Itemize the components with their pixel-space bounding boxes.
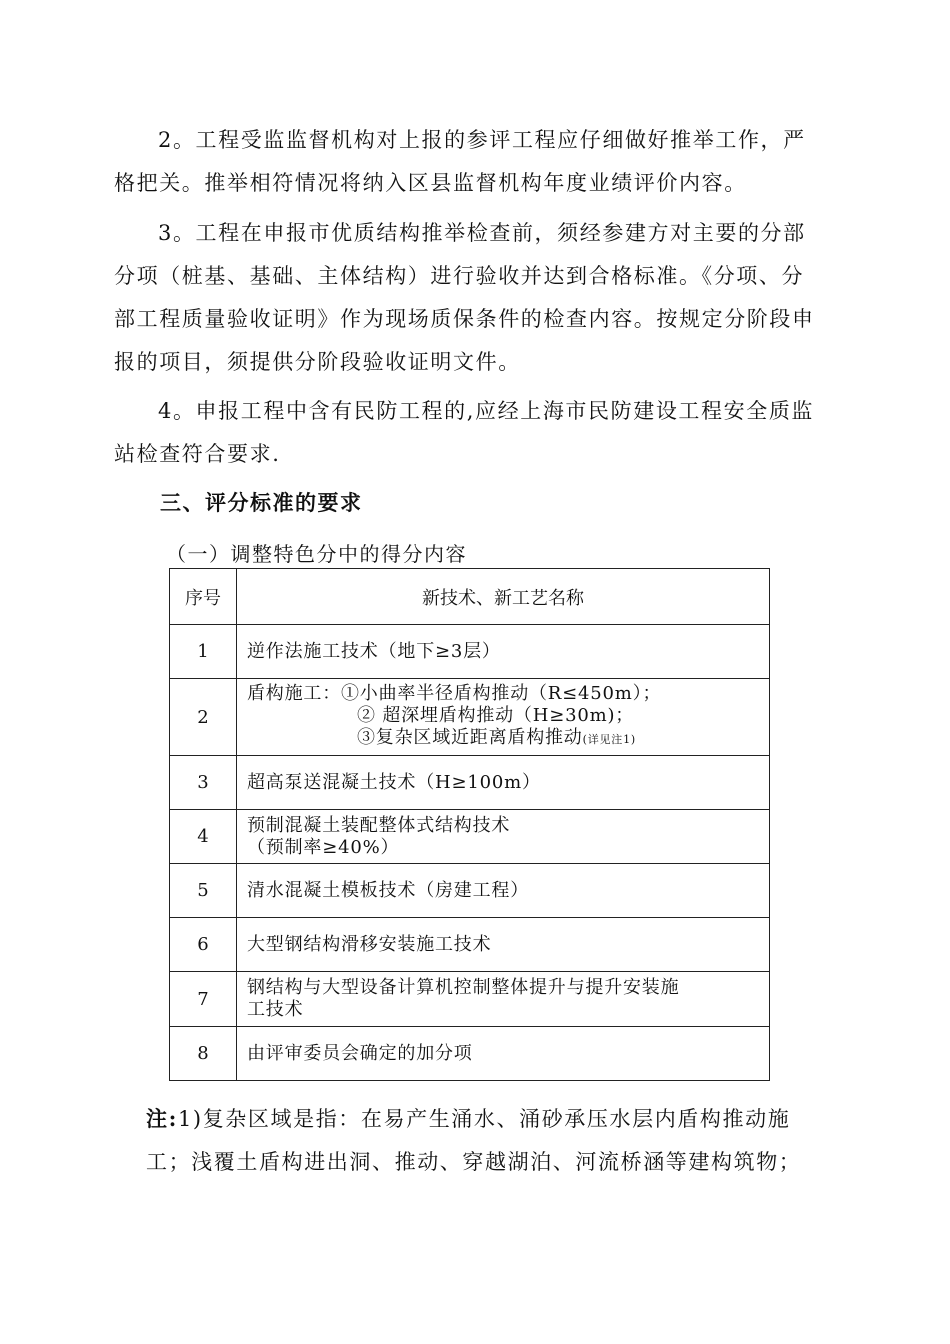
note-paragraph <box>146 1097 826 1184</box>
row-no: 1 <box>170 625 237 679</box>
row-line: （预制率≥40%） <box>247 836 400 858</box>
row-name <box>237 810 770 864</box>
header-name: 新技术、新工艺名称 <box>237 569 770 625</box>
section-heading: 三、评分标准的要求 <box>160 490 363 515</box>
subsection-heading: （一）调整特色分中的得分内容 <box>166 542 467 566</box>
table-row <box>170 864 770 918</box>
row-line: 清水混凝土模板技术（房建工程） <box>247 879 529 901</box>
row-name <box>237 1027 770 1081</box>
row-line: 逆作法施工技术（地下≥3层） <box>247 640 501 662</box>
table-row <box>170 679 770 756</box>
row-line: 盾构施工：①小曲率半径盾构推动（R≤450m）； <box>247 683 662 704</box>
row-line: 工技术 <box>247 999 304 1020</box>
row-name <box>237 972 770 1027</box>
row-line: 钢结构与大型设备计算机控制整体提升与提升安装施 <box>247 977 680 998</box>
row-line: 预制混凝土装配整体式结构技术 <box>247 814 511 836</box>
row-line: ② 超深埋盾构推动（H≥30m)； <box>357 705 635 726</box>
paragraph-3: 3。工程在申报市优质结构推举检查前，须经参建方对主要的分部分项（桩基、基础、主体结构）进行验收并达到合格标准。《分项、分部工程质量验收证明》作为现场质保条件的检查内容。按规定分阶段申报的项目，须提供分阶段验收证明文件。 <box>114 221 815 374</box>
row-no: 3 <box>170 756 237 810</box>
table-row <box>170 972 770 1027</box>
row-no: 2 <box>170 679 237 756</box>
table-row <box>170 918 770 972</box>
row-no: 6 <box>170 918 237 972</box>
row-line: 由评审委员会确定的加分项 <box>247 1042 473 1064</box>
row-no: 5 <box>170 864 237 918</box>
technology-table <box>169 568 770 1081</box>
row-line: 超高泵送混凝土技术（H≥100m） <box>247 771 541 793</box>
row-no: 4 <box>170 810 237 864</box>
header-no: 序号 <box>170 569 237 625</box>
row-name <box>237 756 770 810</box>
row-name <box>237 864 770 918</box>
paragraph-2: 2。工程受监监督机构对上报的参评工程应仔细做好推举工作，严格把关。推举相符情况将纳入区县监督机构年度业绩评价内容。 <box>114 128 806 195</box>
table-header-row <box>170 569 770 625</box>
row-footnote-ref: (详见注1) <box>582 733 636 746</box>
row-no: 7 <box>170 972 237 1027</box>
table-row <box>170 810 770 864</box>
table-row <box>170 625 770 679</box>
table-row <box>170 756 770 810</box>
note-text: 1)复杂区域是指：在易产生涌水、涌砂承压水层内盾构推动施工；浅覆土盾构进出洞、推动、穿越湖泊、河流桥涵等建构筑物； <box>146 1107 802 1174</box>
paragraph-4: 4。申报工程中含有民防工程的,应经上海市民防建设工程安全质监站检查符合要求. <box>114 399 815 466</box>
row-line <box>247 727 769 751</box>
row-name <box>237 625 770 679</box>
table-row <box>170 1027 770 1081</box>
note-label: 注: <box>146 1106 178 1131</box>
row-line-text: ③复杂区域近距离盾构推动 <box>357 727 583 748</box>
row-name <box>237 679 770 756</box>
row-line: 大型钢结构滑移安装施工技术 <box>247 933 492 955</box>
row-name <box>237 918 770 972</box>
row-no: 8 <box>170 1027 237 1081</box>
